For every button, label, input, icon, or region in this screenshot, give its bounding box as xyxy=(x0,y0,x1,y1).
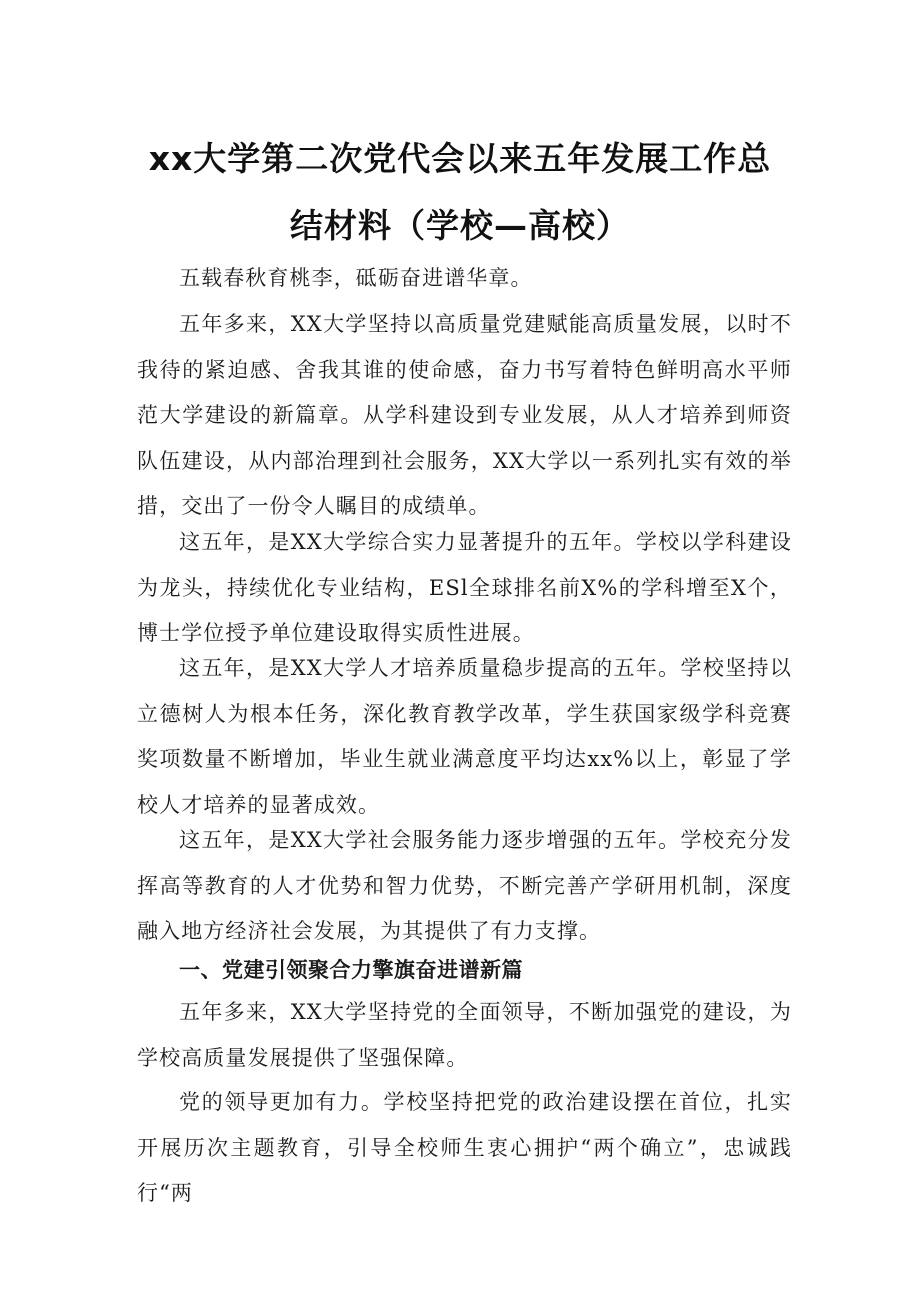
body-paragraph: 五年多来，XX大学坚持以高质量党建赋能高质量发展，以时不我待的紧迫感、舍我其谁的使命感，奋力书写着特色鲜明高水平师范大学建设的新篇章。从学科建设到专业发展，从人才培养到师资队伍建设，从内部治理到社会服务，XX大学以一系列扎实有效的举措，交出了一份令人瞩目的成绩单。 xyxy=(137,312,792,518)
document-title-line-1: xx大学第二次党代会以来五年发展工作总 xyxy=(148,139,772,178)
intro-paragraph: 五载春秋育桃李，砥砺奋进谱华章。 xyxy=(179,266,533,290)
document-title-line-2: 结材料（学校—高校） xyxy=(290,206,630,245)
section-heading: 一、党建引领聚合力擎旗奋进谱新篇 xyxy=(179,958,523,982)
body-paragraph: 这五年，是XX大学综合实力显著提升的五年。学校以学科建设为龙头，持续优化专业结构，ESl全球排名前X%的学科增至X个，博士学位授予单位建设取得实质性进展。 xyxy=(137,530,792,645)
body-paragraph: 党的领导更加有力。学校坚持把党的政治建设摆在首位，扎实开展历次主题教育，引导全校师生衷心拥护“两个确立”，忠诚践行“两 xyxy=(137,1090,792,1205)
body-paragraph: 这五年，是XX大学人才培养质量稳步提高的五年。学校坚持以立德树人为根本任务，深化教育教学改革，学生获国家级学科竞赛奖项数量不断增加，毕业生就业满意度平均达xx%以上，彰显了学校人才培养的显著成效。 xyxy=(137,656,792,817)
body-paragraph: 这五年，是XX大学社会服务能力逐步增强的五年。学校充分发挥高等教育的人才优势和智力优势，不断完善产学研用机制，深度融入地方经济社会发展，为其提供了有力支撑。 xyxy=(137,828,792,943)
body-paragraph: 五年多来，XX大学坚持党的全面领导，不断加强党的建设，为学校高质量发展提供了坚强保障。 xyxy=(137,1000,792,1070)
